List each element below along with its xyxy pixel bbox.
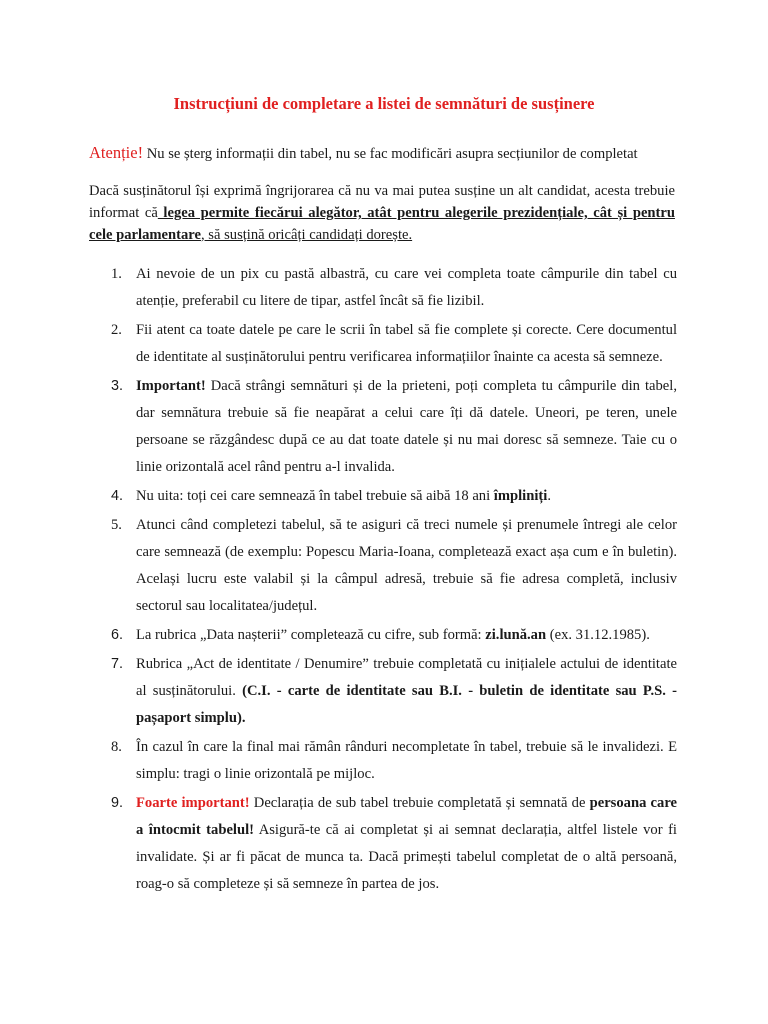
item-text: Declarația de sub tabel trebuie completată și semnată de bbox=[249, 795, 590, 811]
list-item-1 bbox=[0, 261, 677, 315]
intro-paragraph bbox=[89, 180, 675, 246]
list-item-4 bbox=[0, 483, 677, 510]
item-text: Ai nevoie de un pix cu pastă albastră, cu care vei completa toate câmpurile din tabel cu atenție, preferabil cu litere de tipar, astfel încât să fie lizibil. bbox=[136, 266, 677, 309]
item-number: 8. bbox=[111, 739, 122, 755]
intro-bold: legea permite fiecărui alegător, atât pentru alegerile prezidențiale, cât și pentru cele parlamentare bbox=[89, 205, 675, 243]
item-text-end: (ex. 31.12.1985). bbox=[546, 627, 650, 643]
intro-text-1: Dacă susținătorul își exprimă îngrijorarea că nu va mai putea susține un alt candidat, acesta trebuie informat că bbox=[89, 183, 675, 221]
item-bold: zi.lună.an bbox=[485, 627, 547, 643]
item-text: Fii atent ca toate datele pe care le scrii în tabel să fie complete și corecte. Cere documentul de identitate al susținătorului pentru verificarea informațiilor înainte ca acesta să semneze. bbox=[136, 322, 677, 365]
item-number: 5. bbox=[111, 517, 122, 533]
item-number: 2. bbox=[111, 322, 122, 338]
item-red-bold: Foarte important! bbox=[136, 795, 250, 811]
list-item-5 bbox=[0, 512, 677, 620]
item-bold: împliniți bbox=[493, 488, 548, 504]
warning-notice bbox=[89, 142, 689, 165]
item-text: În cazul în care la final mai rămân rânduri necompletate în tabel, trebuie să le invalidezi. E simplu: tragi o linie orizontală pe mijloc. bbox=[136, 739, 677, 782]
warning-label: Atenție! bbox=[89, 143, 144, 162]
item-number: 9. bbox=[111, 795, 124, 811]
item-text: Nu uita: toți cei care semnează în tabel trebuie să aibă 18 ani bbox=[136, 488, 494, 504]
item-text-end: Asigură-te că ai completat și ai semnat declarația, altfel listele vor fi invalidate. Și ar fi păcat de munca ta. Dacă primești tabelul completat de o altă persoană, roag-o să completeze și să semneze în partea de jos. bbox=[136, 822, 677, 892]
list-item-7 bbox=[0, 651, 677, 732]
intro-text-2: , să susțină oricâți candidați dorește. bbox=[200, 227, 413, 243]
list-item-3 bbox=[0, 373, 677, 481]
item-text: Rubrica „Act de identitate / Denumire” trebuie completată cu inițialele actului de identitate al susținătorului. bbox=[136, 656, 677, 699]
list-item-6 bbox=[0, 622, 677, 649]
item-text-end: . bbox=[547, 488, 551, 504]
warning-text: Nu se șterg informații din tabel, nu se fac modificări asupra secțiunilor de completat bbox=[143, 146, 638, 162]
item-number: 4. bbox=[111, 488, 124, 504]
list-item-2 bbox=[0, 317, 677, 371]
list-item-9 bbox=[0, 790, 677, 898]
item-bold: (C.I. - carte de identitate sau B.I. - buletin de identitate sau P.S. - pașaport simplu). bbox=[136, 683, 678, 726]
item-text: Dacă strângi semnături și de la prieteni, poți completa tu câmpurile din tabel, dar semnătura trebuie să fie neapărat a celui care îți dă datele. Uneori, pe teren, unele persoane se răzgândesc după ce au dat toate datele și nu mai doresc să semneze. Taie cu o linie orizontală acel rând pentru a-l invalida. bbox=[136, 378, 677, 475]
intro-underlined bbox=[89, 205, 675, 243]
item-bold: Important! bbox=[136, 378, 206, 394]
item-number: 3. bbox=[111, 378, 124, 394]
page-title: Instrucțiuni de completare a listei de semnături de susținere bbox=[173, 94, 595, 113]
item-bold: persoana care a întocmit tabelul! bbox=[136, 795, 678, 838]
instructions-list bbox=[0, 261, 768, 900]
item-number: 7. bbox=[111, 656, 124, 672]
item-text: Atunci când completezi tabelul, să te asiguri că treci numele și prenumele întregi ale celor care semnează (de exemplu: Popescu Maria-Ioana, completează exact așa cum e în buletin). Același lucru este valabil și la câmpul adresă, trebuie să fie adresa completă, inclusiv sectorul sau localitatea/județul. bbox=[136, 517, 677, 614]
list-item-8 bbox=[0, 734, 677, 788]
item-text: La rubrica „Data nașterii” completează cu cifre, sub formă: bbox=[136, 627, 486, 643]
item-number: 6. bbox=[111, 627, 124, 643]
item-number: 1. bbox=[111, 266, 122, 282]
